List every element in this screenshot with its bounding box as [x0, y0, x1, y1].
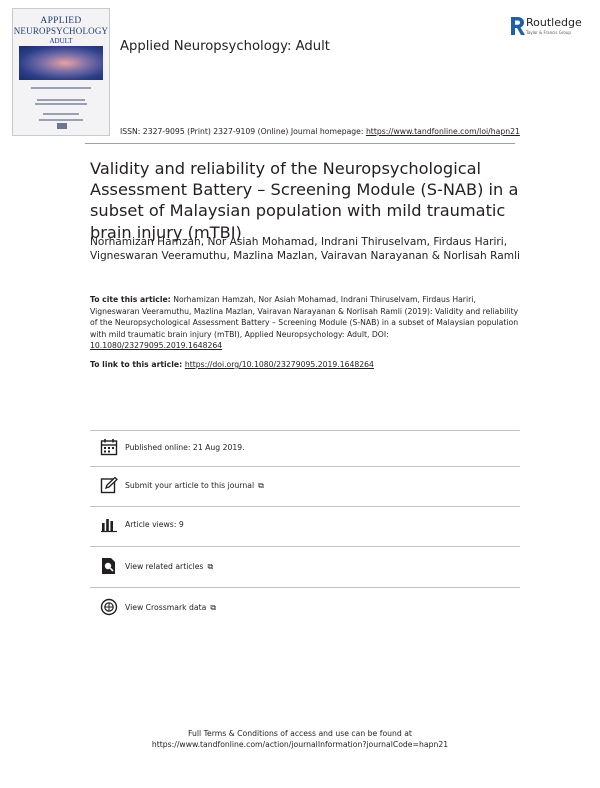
divider	[90, 466, 520, 467]
cover-title-line3: ADULT	[49, 37, 73, 45]
external-link-icon: ⧉	[207, 562, 214, 571]
routledge-r-icon	[510, 15, 525, 37]
issn-line	[120, 127, 520, 136]
external-link-icon: ⧉	[210, 603, 217, 612]
bar-chart-icon	[100, 515, 118, 533]
published-date: Published online: 21 Aug 2019.	[125, 443, 245, 452]
external-link-icon: ⧉	[258, 481, 264, 490]
related-articles-link[interactable]	[125, 562, 213, 572]
crossmark-icon	[100, 598, 118, 616]
divider	[90, 587, 520, 588]
document-search-icon	[100, 557, 118, 575]
link-label: To link to this article:	[90, 360, 185, 369]
cover-text-line	[43, 113, 79, 115]
journal-cover-thumbnail	[12, 8, 110, 136]
submit-article-label: Submit your article to this journal	[125, 481, 255, 490]
related-articles-label: View related articles	[125, 562, 204, 571]
citation-doi-link[interactable]: 10.1080/23279095.2019.1648264	[90, 341, 223, 351]
footer-terms	[0, 728, 600, 750]
edit-icon	[100, 476, 118, 494]
publisher-tagline: Taylor & Francis Group	[526, 30, 571, 35]
publisher-name: Routledge	[526, 16, 582, 29]
article-authors: Norhamizan Hamzah, Nor Asiah Mohamad, Indrani Thiruselvam, Firdaus Hariri, Vigneswaran Veeramuthu, Mazlina Mazlan, Vairavan Narayanan & Norlisah Ramli	[90, 236, 520, 263]
header-rule	[85, 143, 515, 144]
journal-homepage-link[interactable]: https://www.tandfonline.com/loi/hapn21	[365, 127, 520, 136]
cover-text-line	[31, 87, 91, 89]
article-title: Validity and reliability of the Neuropsychological Assessment Battery – Screening Module (S-NAB) in a subset of Malaysian population with mild traumatic brain injury (mTBI)	[90, 159, 519, 242]
article-link-line	[90, 360, 520, 369]
journal-name: Applied Neuropsychology: Adult	[120, 39, 330, 54]
crossmark-label: View Crossmark data	[125, 603, 207, 612]
divider	[90, 430, 520, 431]
divider	[90, 546, 520, 547]
issn-text: ISSN: 2327-9095 (Print) 2327-9109 (Online) Journal homepage:	[120, 127, 366, 136]
cover-text-line	[37, 99, 85, 101]
cover-text-line	[39, 119, 83, 121]
calendar-icon	[100, 438, 118, 456]
citation-text: Norhamizan Hamzah, Nor Asiah Mohamad, Indrani Thiruselvam, Firdaus Hariri, Vigneswaran Veeramuthu, Mazlina Mazlan, Vairavan Narayanan & Norlisah Ramli (2019): Validity and reliability of the Neuropsychological Assessment Battery – Screening Module (S-NAB) in a subset of Malaysian population with mild traumatic brain injury (mTBI), Applied Neuropsychology: Adult, DOI:	[90, 295, 519, 339]
cover-publisher-logo	[57, 123, 67, 129]
cover-brain-image	[19, 46, 103, 80]
crossmark-link[interactable]	[125, 603, 216, 613]
citation-label: To cite this article:	[90, 295, 171, 304]
citation-block	[90, 294, 520, 352]
footer-line1: Full Terms & Conditions of access and use can be found at	[188, 729, 412, 738]
article-doi-link[interactable]: https://doi.org/10.1080/23279095.2019.1648264	[184, 360, 374, 369]
submit-article-link[interactable]	[125, 481, 264, 491]
divider	[90, 506, 520, 507]
article-views: Article views: 9	[125, 520, 184, 529]
cover-text-line	[35, 103, 87, 105]
footer-terms-link[interactable]: https://www.tandfonline.com/action/journalInformation?journalCode=hapn21	[151, 740, 449, 749]
cover-title-line2: NEUROPSYCHOLOGY	[13, 26, 109, 36]
cover-title-line1: APPLIED	[40, 16, 82, 26]
